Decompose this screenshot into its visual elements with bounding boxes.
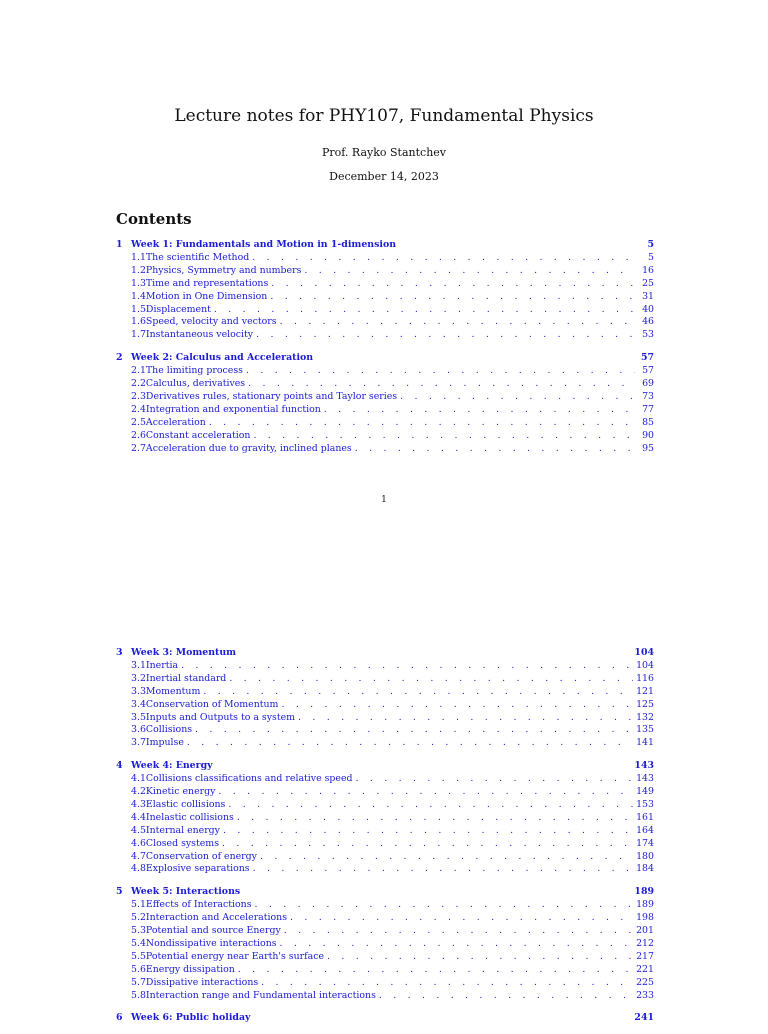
toc-section-number: 1.4 <box>131 290 146 302</box>
toc-section-title: Momentum <box>145 685 201 697</box>
toc-section-number: 5.2 <box>131 912 146 924</box>
toc-section-page: 198 <box>636 912 654 924</box>
toc-section-page: 153 <box>636 799 654 811</box>
toc-section-title: Acceleration <box>145 416 206 428</box>
toc-section-link[interactable] <box>116 686 654 699</box>
toc-section-page: 143 <box>636 773 654 785</box>
toc-section-title: Potential and source Energy <box>145 925 281 937</box>
toc-dot-leader <box>187 737 633 750</box>
toc-section-number: 4.7 <box>131 850 146 862</box>
toc-section-page: 201 <box>636 925 654 937</box>
toc-section-link[interactable] <box>116 378 654 391</box>
toc-section-link[interactable] <box>116 737 654 750</box>
toc-section-title: Constant acceleration <box>145 429 251 441</box>
toc-dot-leader <box>355 443 635 456</box>
toc-section-page: 90 <box>642 429 654 441</box>
toc-dot-leader <box>252 252 635 265</box>
toc-chapter-title: Week 6: Public holiday <box>131 1012 251 1024</box>
toc-section-link[interactable] <box>116 899 654 912</box>
toc-dot-leader <box>223 825 633 838</box>
toc-section-link[interactable] <box>116 365 654 378</box>
toc-chapter-title: Week 1: Fundamentals and Motion in 1-dimension <box>131 239 397 250</box>
toc-section-title: Displacement <box>145 303 211 315</box>
toc-section-title: Effects of Interactions <box>145 899 252 911</box>
toc-section-link[interactable] <box>116 404 654 417</box>
toc-dot-leader <box>209 417 635 430</box>
toc-dot-leader <box>248 378 635 391</box>
toc-dot-leader <box>228 799 633 812</box>
toc-section-link[interactable] <box>116 252 654 265</box>
table-of-contents-continued <box>116 646 654 1034</box>
toc-section-link[interactable] <box>116 660 654 673</box>
toc-section-title: Collisions <box>145 724 193 736</box>
toc-section-title: Motion in One Dimension <box>145 290 268 302</box>
toc-dot-leader <box>214 304 635 317</box>
toc-section-title: Nondissipative interactions <box>145 938 277 950</box>
toc-section-title: Conservation of Momentum <box>145 698 279 710</box>
toc-section-title: Interaction and Accelerations <box>145 912 288 924</box>
toc-dot-leader <box>280 938 634 951</box>
toc-section-number: 1.5 <box>131 303 146 315</box>
toc-dot-leader <box>324 404 635 417</box>
toc-section-title: Impulse <box>145 737 184 749</box>
toc-dot-leader <box>237 812 633 825</box>
toc-dot-leader <box>218 786 633 799</box>
toc-section-link[interactable] <box>116 977 654 990</box>
toc-dot-leader <box>238 964 633 977</box>
toc-section-number: 4.3 <box>131 799 146 811</box>
toc-section-page: 189 <box>636 899 654 911</box>
toc-section-page: 116 <box>636 672 654 684</box>
toc-section-number: 3.2 <box>131 672 146 684</box>
toc-chapter-block <box>116 885 654 1002</box>
toc-chapter-page: 57 <box>640 352 654 364</box>
toc-dot-leader <box>280 316 635 329</box>
toc-section-number: 4.5 <box>131 824 146 836</box>
toc-section-page: 125 <box>636 698 654 710</box>
toc-chapter-link[interactable] <box>116 351 654 365</box>
toc-section-title: Inertia <box>145 660 179 671</box>
toc-chapter-page: 104 <box>634 647 654 658</box>
toc-section-title: Inputs and Outputs to a system <box>145 711 296 723</box>
toc-section-number: 5.6 <box>131 963 146 975</box>
toc-section-link[interactable] <box>116 812 654 825</box>
toc-section-number: 2.6 <box>131 429 146 441</box>
toc-section-page: 121 <box>636 685 654 697</box>
toc-section-page: 57 <box>642 365 654 377</box>
toc-dot-leader <box>290 912 633 925</box>
toc-chapter-title: Week 5: Interactions <box>131 886 241 898</box>
toc-chapter-page: 241 <box>634 1012 654 1024</box>
toc-section-title: Integration and exponential function <box>145 403 321 415</box>
toc-section-page: 174 <box>636 837 654 849</box>
toc-chapter-page: 5 <box>647 239 654 250</box>
toc-section-number: 5.3 <box>131 925 146 937</box>
contents-heading: Contents <box>116 210 192 228</box>
toc-section-link[interactable] <box>116 773 654 786</box>
toc-section-title: Energy dissipation <box>145 963 235 975</box>
toc-section-page: 141 <box>636 737 654 749</box>
toc-section-page: 77 <box>642 403 654 415</box>
toc-chapter-link[interactable] <box>116 1011 654 1025</box>
toc-chapter-title: Week 3: Momentum <box>131 647 237 658</box>
toc-section-title: Time and representations <box>145 277 269 289</box>
toc-section-number: 2.5 <box>131 416 146 428</box>
toc-chapter-block <box>116 238 654 342</box>
toc-section-number: 2.4 <box>131 403 146 415</box>
toc-section-title: Inertial standard <box>145 672 227 684</box>
toc-section-link[interactable] <box>116 786 654 799</box>
toc-section-number: 2.3 <box>131 391 146 403</box>
toc-dot-leader <box>181 660 633 673</box>
toc-section-link[interactable] <box>116 291 654 304</box>
toc-section-page: 217 <box>636 950 654 962</box>
toc-section-page: 16 <box>642 264 654 276</box>
toc-dot-leader <box>281 699 633 712</box>
toc-dot-leader <box>304 265 635 278</box>
toc-section-page: 73 <box>642 391 654 403</box>
toc-section-title: Physics, Symmetry and numbers <box>145 264 302 276</box>
toc-section-number: 5.1 <box>131 899 146 911</box>
toc-dot-leader <box>356 773 634 786</box>
toc-section-link[interactable] <box>116 673 654 686</box>
toc-section-page: 132 <box>636 711 654 723</box>
toc-section-link[interactable] <box>116 825 654 838</box>
toc-section-link[interactable] <box>116 417 654 430</box>
toc-section-page: 149 <box>636 786 654 798</box>
toc-section-page: 25 <box>642 277 654 289</box>
toc-chapter-number: 2 <box>116 352 123 364</box>
toc-section-number: 5.8 <box>131 989 146 1001</box>
toc-dot-leader <box>261 977 633 990</box>
toc-chapter-block <box>116 646 654 750</box>
toc-section-page: 5 <box>648 252 654 263</box>
toc-section-number: 3.3 <box>131 685 146 697</box>
toc-dot-leader <box>260 851 633 864</box>
toc-chapter-number: 4 <box>116 760 123 772</box>
toc-section-link[interactable] <box>116 938 654 951</box>
toc-section-number: 4.2 <box>131 786 146 798</box>
toc-section-link[interactable] <box>116 712 654 725</box>
toc-dot-leader <box>229 673 633 686</box>
toc-section-number: 2.1 <box>131 365 146 377</box>
toc-section-page: 161 <box>636 811 654 823</box>
toc-chapter-link[interactable] <box>116 238 654 252</box>
toc-section-number: 3.7 <box>131 737 146 749</box>
toc-section-number: 5.4 <box>131 938 146 950</box>
toc-section-link[interactable] <box>116 724 654 737</box>
toc-dot-leader <box>256 329 635 342</box>
toc-chapter-number: 3 <box>116 647 123 658</box>
toc-section-number: 4.8 <box>131 863 146 875</box>
toc-chapter-link[interactable] <box>116 759 654 773</box>
toc-section-title: Collisions classifications and relative speed <box>145 773 353 785</box>
toc-section-title: The limiting process <box>145 365 243 377</box>
toc-chapter-page: 189 <box>634 886 654 898</box>
toc-dot-leader <box>400 391 635 404</box>
toc-chapter-page: 143 <box>634 760 654 772</box>
toc-section-number: 2.2 <box>131 378 146 390</box>
toc-section-title: Instantaneous velocity <box>145 329 254 341</box>
page-number: 1 <box>381 495 387 505</box>
document-author: Prof. Rayko Stantchev <box>321 146 447 159</box>
toc-section-link[interactable] <box>116 329 654 342</box>
toc-dot-leader <box>271 278 635 291</box>
toc-section-link[interactable] <box>116 925 654 938</box>
toc-dot-leader <box>195 724 633 737</box>
document-date: December 14, 2023 <box>329 170 439 183</box>
toc-section-link[interactable] <box>116 951 654 964</box>
toc-section-link[interactable] <box>116 430 654 443</box>
toc-section-title: Kinetic energy <box>145 786 216 798</box>
toc-section-number: 1.6 <box>131 316 146 328</box>
toc-chapter-title: Week 2: Calculus and Acceleration <box>131 352 314 364</box>
toc-chapter-number: 6 <box>116 1012 123 1024</box>
toc-section-number: 1.2 <box>131 264 146 276</box>
toc-section-number: 3.5 <box>131 711 146 723</box>
toc-section-page: 85 <box>642 416 654 428</box>
toc-section-link[interactable] <box>116 964 654 977</box>
document-title: Lecture notes for PHY107, Fundamental Physics <box>174 106 594 126</box>
toc-dot-leader <box>253 863 633 876</box>
toc-section-page: 46 <box>642 316 654 328</box>
toc-dot-leader <box>298 712 633 725</box>
toc-section-page: 180 <box>636 850 654 862</box>
toc-dot-leader <box>222 838 633 851</box>
toc-section-title: Elastic collisions <box>145 799 226 811</box>
toc-dot-leader <box>284 925 633 938</box>
toc-section-page: 135 <box>636 724 654 736</box>
toc-section-title: The scientific Method <box>145 252 250 263</box>
toc-section-title: Closed systems <box>145 837 220 849</box>
toc-section-link[interactable] <box>116 443 654 456</box>
toc-section-link[interactable] <box>116 316 654 329</box>
toc-section-title: Explosive separations <box>145 863 250 875</box>
toc-chapter-title: Week 4: Energy <box>131 760 213 772</box>
toc-section-number: 1.1 <box>131 252 146 263</box>
toc-section-page: 40 <box>642 303 654 315</box>
table-of-contents <box>116 238 654 464</box>
toc-section-link[interactable] <box>116 278 654 291</box>
toc-section-link[interactable] <box>116 265 654 278</box>
toc-section-link[interactable] <box>116 912 654 925</box>
toc-section-title: Inelastic collisions <box>145 811 234 823</box>
toc-section-page: 212 <box>636 938 654 950</box>
toc-section-link[interactable] <box>116 990 654 1003</box>
toc-section-title: Acceleration due to gravity, inclined planes <box>145 442 352 454</box>
toc-section-title: Derivatives rules, stationary points and Taylor series <box>145 391 398 403</box>
toc-section-page: 95 <box>642 442 654 454</box>
toc-chapter-link[interactable] <box>116 646 654 660</box>
toc-chapter-block <box>116 1011 654 1025</box>
toc-chapter-block <box>116 759 654 876</box>
toc-section-number: 2.7 <box>131 442 146 454</box>
toc-section-number: 3.6 <box>131 724 146 736</box>
toc-section-page: 184 <box>636 863 654 875</box>
toc-section-number: 5.5 <box>131 950 146 962</box>
toc-section-link[interactable] <box>116 304 654 317</box>
toc-section-number: 3.4 <box>131 698 146 710</box>
toc-section-number: 5.7 <box>131 976 146 988</box>
toc-dot-leader <box>255 899 634 912</box>
toc-section-number: 4.6 <box>131 837 146 849</box>
toc-section-title: Speed, velocity and vectors <box>145 316 277 328</box>
toc-section-page: 31 <box>642 290 654 302</box>
toc-section-number: 1.7 <box>131 329 146 341</box>
toc-chapter-number: 1 <box>116 239 123 250</box>
toc-section-number: 4.4 <box>131 811 146 823</box>
toc-section-number: 3.1 <box>131 660 146 671</box>
toc-section-page: 53 <box>642 329 654 341</box>
toc-section-title: Interaction range and Fundamental interactions <box>145 989 376 1001</box>
toc-section-title: Conservation of energy <box>145 850 257 862</box>
toc-section-link[interactable] <box>116 851 654 864</box>
document-page-2 <box>0 640 768 1024</box>
toc-section-page: 164 <box>636 824 654 836</box>
toc-section-title: Potential energy near Earth's surface <box>145 950 324 962</box>
toc-chapter-number: 5 <box>116 886 123 898</box>
toc-section-page: 69 <box>642 378 654 390</box>
toc-section-number: 4.1 <box>131 773 146 785</box>
toc-section-title: Calculus, derivatives <box>145 378 246 390</box>
toc-section-link[interactable] <box>116 838 654 851</box>
toc-section-page: 104 <box>636 660 654 671</box>
toc-section-link[interactable] <box>116 699 654 712</box>
toc-section-link[interactable] <box>116 799 654 812</box>
toc-section-page: 221 <box>636 963 654 975</box>
toc-dot-leader <box>270 291 635 304</box>
toc-section-title: Internal energy <box>145 824 220 836</box>
toc-dot-leader <box>203 686 633 699</box>
toc-section-link[interactable] <box>116 391 654 404</box>
toc-dot-leader <box>327 951 633 964</box>
toc-section-number: 1.3 <box>131 277 146 289</box>
toc-chapter-link[interactable] <box>116 885 654 899</box>
toc-section-title: Dissipative interactions <box>145 976 259 988</box>
toc-section-page: 225 <box>636 976 654 988</box>
toc-section-page: 233 <box>636 989 654 1001</box>
toc-dot-leader <box>253 430 635 443</box>
toc-dot-leader <box>246 365 635 378</box>
toc-section-link[interactable] <box>116 863 654 876</box>
toc-chapter-block <box>116 351 654 455</box>
toc-dot-leader <box>379 990 633 1003</box>
